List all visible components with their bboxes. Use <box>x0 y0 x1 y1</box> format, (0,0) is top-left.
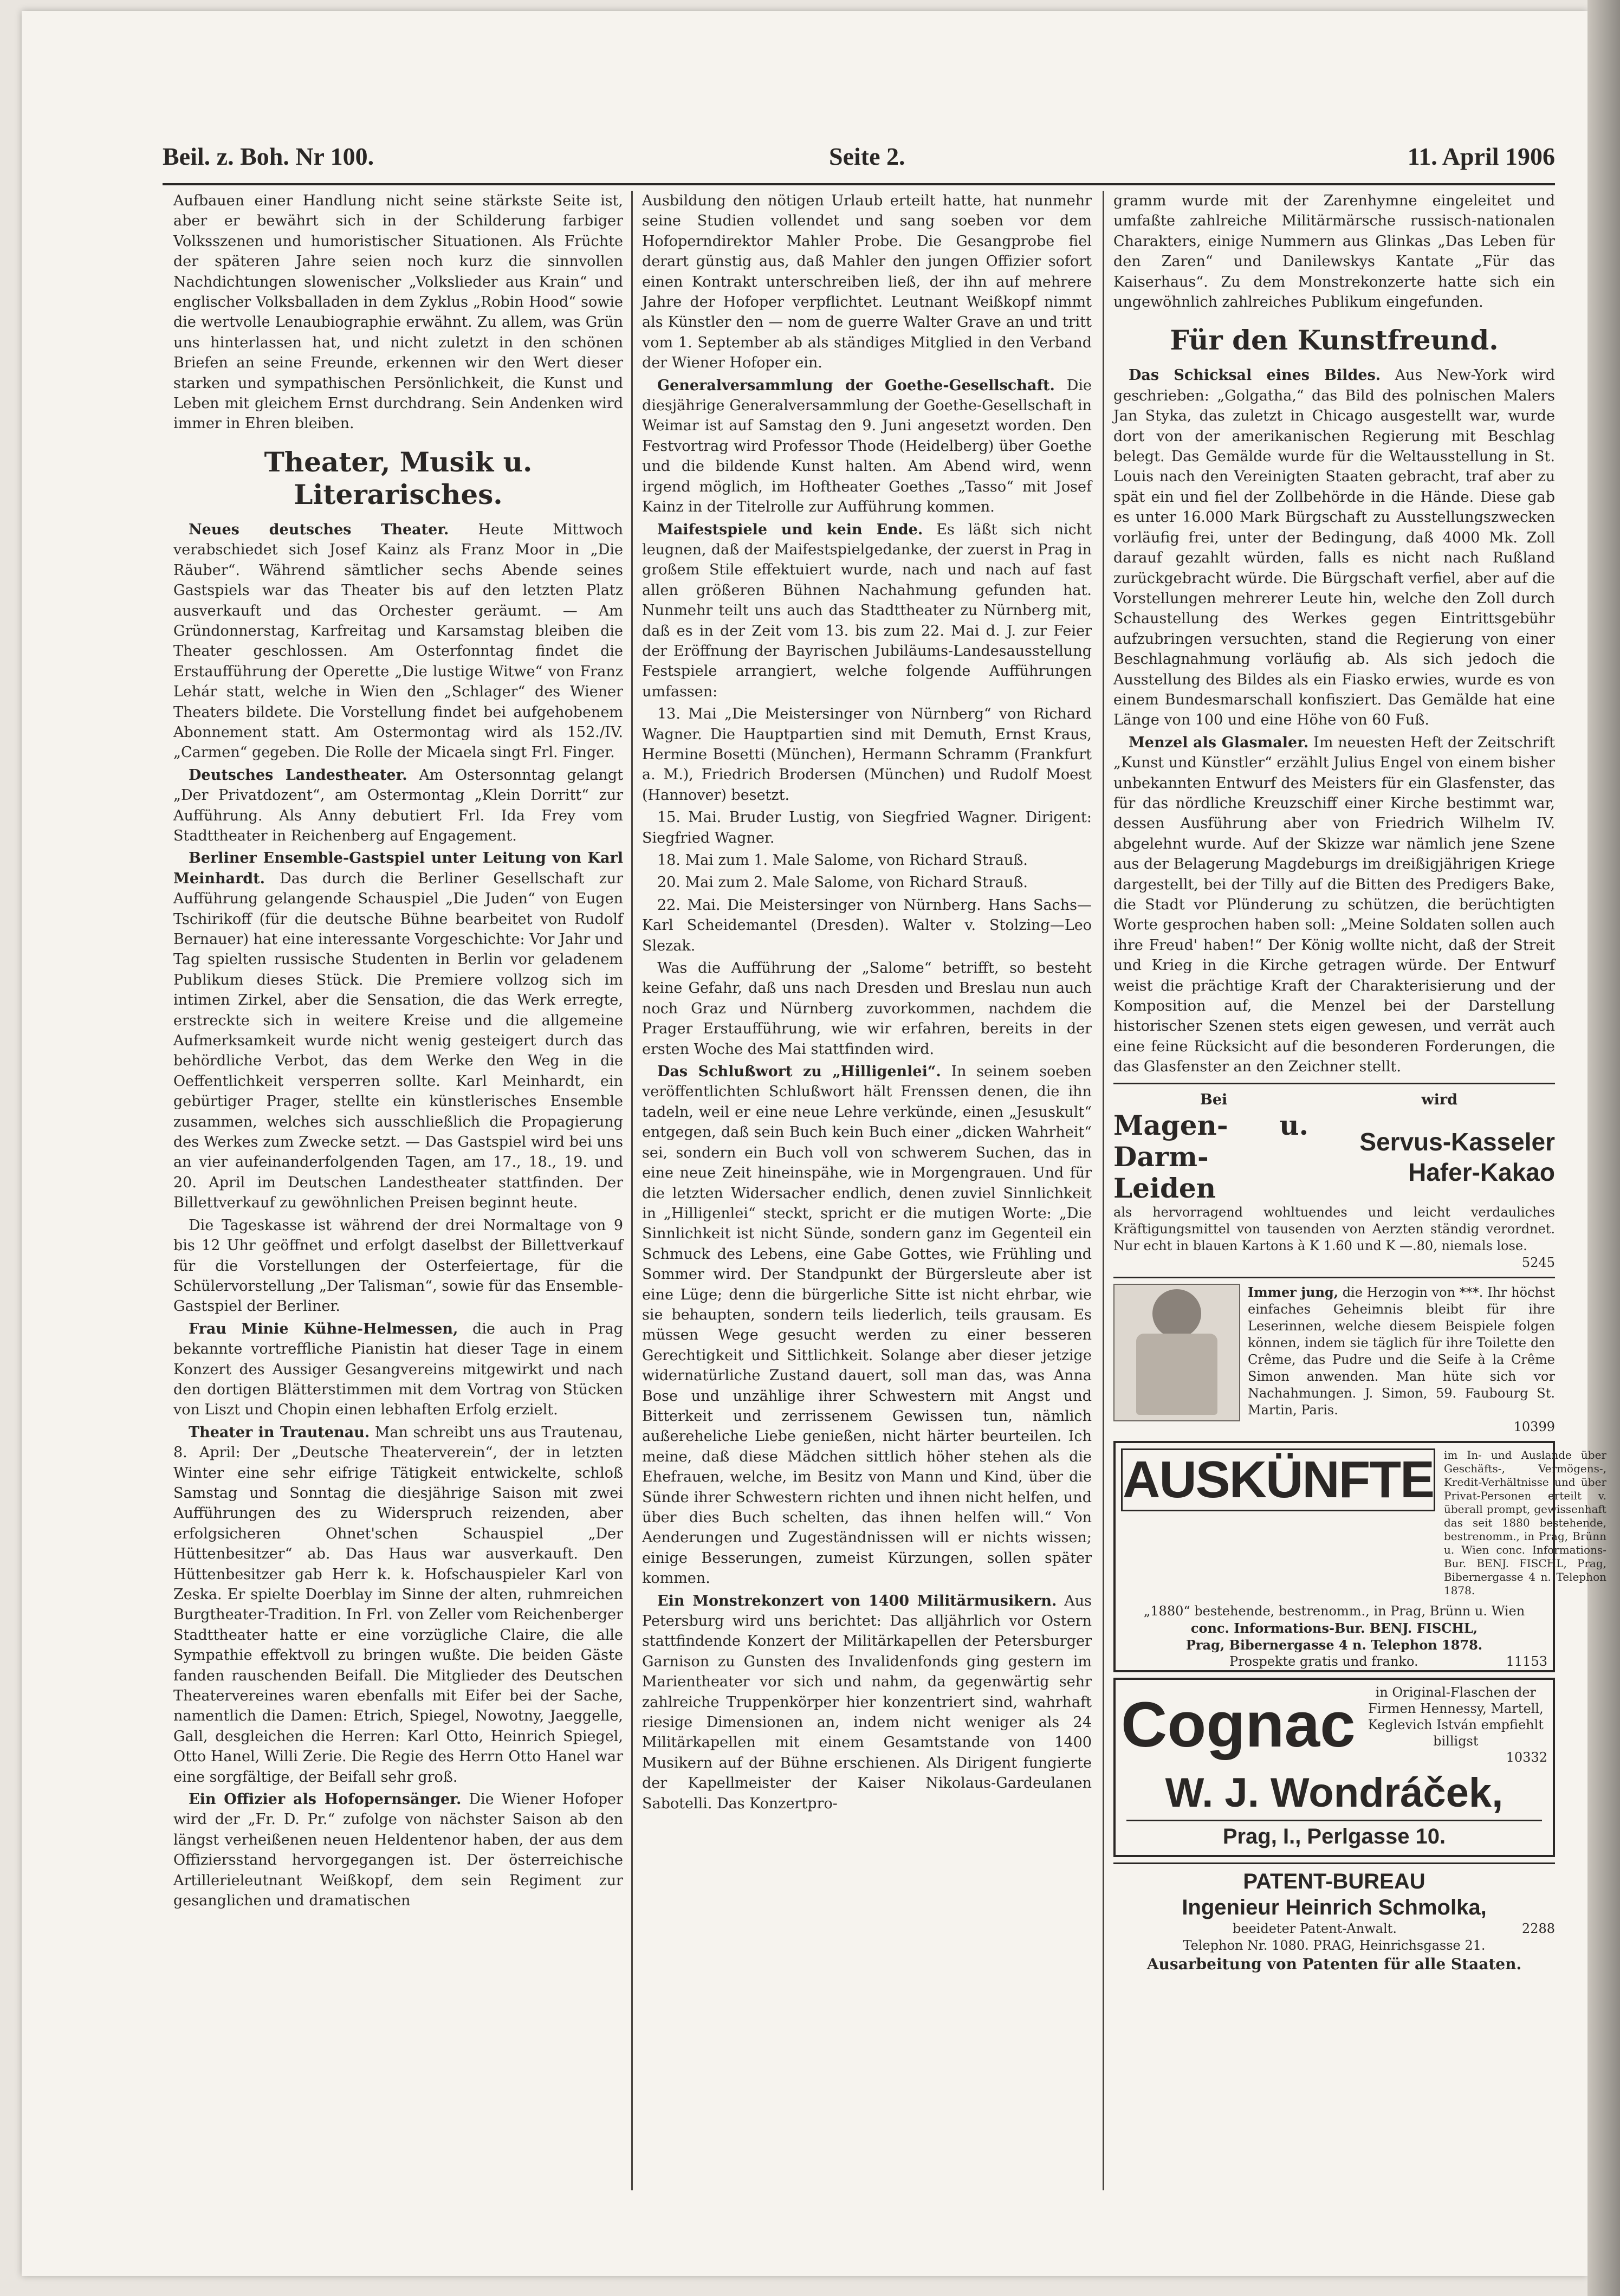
ad-headline: PATENT-BUREAU <box>1243 1870 1425 1894</box>
article-text: In seinem soeben veröffentlichten Schlußwort hält Frenssen denen, die ihn tadeln, weil er eine neue Lehre verkünde, einen „Jesuskult“ entgegen, daß sein Buch kein Buch einer „dicken Wahrheit“ sei, sondern ein Buch voll von schwerem Suchen, das in eine neue Zeit hineinspähe, wie in Morgengrauen. Und für die letzten Widersacher endlich, denen zuviel Sinnlichkeit in „Hilligenlei“ steckt, spricht er die mutigen Worte: „Die Sinnlichkeit ist nicht Sünde, sondern ganz im Gegenteil ein Schmuck des Lebens, eine Gabe Gottes, wie Frühling und Sommer wird. Der Standpunkt der Bürgersleute aber ist eine Lüge; denn die bürgerliche Sitte ist nicht ehrbar, wie sie behaupten, sondern teils liederlich, teils grausam. Es müssen Wege gesucht werden zu einer besseren Gerechtigkeit und Sittlichkeit. Solange aber dieser jetzige widernatürliche Zustand dauert, soll man das, was Anna Bose und unzählige ihrer Schwestern mit Angst und Bitterkeit und zerrissenem Gewissen tun, nämlich außereheliche Liebe genießen, nicht härter beurteilen. Ich meine, daß diese Mädchen sittlich höher stehen als die Ehefrauen, welche, im Besitz von Mann und Kind, über die Sünde ihrer Schwestern richten und ihnen nicht helfen, und über dies Buch schelten, das ihnen helfen will.“ Von Aenderungen und Zugeständnissen will er nichts wissen; einige Besserungen, zumeist Kürzungen, sollen später kommen. <box>642 1063 1092 1587</box>
ad-footer: Prospekte gratis und franko. <box>1229 1654 1418 1670</box>
cherub-figure <box>1152 1289 1201 1338</box>
ad-address: Telephon Nr. 1080. PRAG, Heinrichsgasse 21. <box>1183 1938 1486 1954</box>
ad-company: conc. Informations-Bur. BENJ. FISCHL, <box>1190 1620 1478 1637</box>
column-2 <box>642 191 1092 2190</box>
article-text: Aus Petersburg wird uns berichtet: Das alljährlich vor Ostern stattfindende Konzert der Militärkapellen der Petersburger Garnison zu Gunsten des Invalidenfonds ging gestern im Marientheater vor sich und nahm, da gegenwärtig sehr zahlreiche Truppenkörper hier konzentriert sind, wahrhaft riesige Dimensionen an, indem nicht weniger als 24 Militärkapellen mit einem Gesamtstande von 1400 Musikern auf der Bühne erschienen. Als Dirigent fungierte der Kapellmeister der Kaiser Nikolaus-Gardeulanen Sabotelli. Das Konzertpro- <box>642 1592 1092 1812</box>
article <box>173 1319 623 1420</box>
article-text: Aus New-York wird geschrieben: „Golgatha,“ das Bild des polnischen Malers Jan Styka, das zuletzt in Chicago ausgestellt war, wurde dort von der amerikanischen Regierung mit Beschlag belegt. Das Gemälde wurde für die Weltausstellung in St. Louis nach den Vereinigten Staaten gebracht, traf aber zu spät ein und fiel der Zollbehörde in die Hände. Diese gab es unter 16.000 Mark Bürgschaft zu Ausstellungszwecken vorläufig frei, unter der Bedingung, daß 4000 Mk. Zoll darauf gezahlt würden, falls es nicht nach Rußland zurückgebracht würde. Die Bürgschaft verfiel, aber auf die Vorstellungen mehrerer Leute hin, welche den Zoll durch Schaustellung des Werkes gegen Eintrittsgebühr aufzubringen versuchten, stand die Regierung von einer Beschlagnahmung vorläufig ab. Als sich jedoch die Ausstellung des Bildes als ein Fiasko erwies, wurde es von einem Bundesmarschall konfisziert. Das Gemälde hat eine Länge von 100 und eine Höhe von 60 Fuß. <box>1113 367 1555 729</box>
article <box>1113 365 1555 730</box>
ad-headline-right: Servus-Kasseler Hafer-Kakao <box>1359 1128 1555 1187</box>
section-title: Theater, Musik u. Literarisches. <box>264 445 533 510</box>
ad-text: die Herzogin von ***. Ihr höchst einfaches Geheimnis bleibt für ihre Leserinnen, welche diesem Beispiele folgen können, indem sie täglich für ihre Toilette den Crême, das Pudre und die Seife à la Crême Simon anwenden. Man hüte sich vor Nachahmungen. J. Simon, 59. Faubourg St. Martin, Paris. <box>1248 1285 1555 1418</box>
article <box>1113 733 1555 1077</box>
article-title: Generalversammlung der Goethe-Gesellschaft. <box>657 377 1055 394</box>
article-text: Die diesjährige Generalversammlung der Goethe-Gesellschaft in Weimar ist auf Samstag den 9. Juni angesetzt worden. Den Festvortrag wird Professor Thode (Heidelberg) über Goethe und die bildende Kunst halten. Am Abend wird, wenn irgend möglich, im Hoftheater Goethes „Tasso“ mit Josef Kainz in der Titelrolle zur Aufführung kommen. <box>642 377 1092 516</box>
article-text: Es läßt sich nicht leugnen, daß der Maifestspielgedanke, der zuerst in Prag in großem Stile effektuiert wurde, nach und nach auf fast allen größeren Bühnen Nachahmung gefunden hat. Nunmehr teilt uns auch das Stadttheater zu Nürnberg mit, daß es in der Zeit vom 13. bis zum 22. Mai d. J. zur Feier der Eröffnung der Bayrischen Jubiläums-Landesausstellung Festspiele arrangiert, welche folgende Aufführungen umfassen: <box>642 521 1092 700</box>
scan-edge <box>1587 0 1620 2296</box>
article-title: Theater in Trautenau. <box>189 1424 370 1441</box>
ad-number: 10332 <box>1506 1750 1547 1765</box>
article-title: Das Schlußwort zu „Hilligenlei“. <box>657 1063 941 1081</box>
cream-jar-illustration <box>1113 1284 1240 1421</box>
ad-text: im In- und Auslande über Geschäfts-, Vermögens-, Kredit-Verhältnisse und über Privat-Personen erteilt v. überall prompt, gewissenhaft das seit 1880 bestehende, bestrenomm., in Prag, Brünn u. Wien conc. Informations-Bur. BENJ. FISCHL, Prag, Bibernergasse 4 n. Telephon 1878. <box>1443 1448 1606 1598</box>
ad-headline: Immer jung, <box>1248 1284 1339 1301</box>
ad-footer: Ausarbeitung von Patenten für alle Staaten. <box>1146 1955 1522 1974</box>
advertisement-cognac <box>1113 1678 1555 1857</box>
article-title: Berliner Ensemble-Gastspiel unter Leitung von Karl Meinhardt. <box>173 850 623 887</box>
article <box>173 848 623 1213</box>
jar-icon <box>1136 1334 1217 1415</box>
article <box>642 1591 1092 1814</box>
program-item: 15. Mai. Bruder Lustig, von Siegfried Wagner. Dirigent: Siegfried Wagner. <box>642 809 1092 846</box>
article-title: Neues deutsches Theater. <box>189 521 449 538</box>
article <box>173 1422 623 1787</box>
article-text: Was die Aufführung der „Salome“ betrifft, so besteht keine Gefahr, daß uns nach Dresden und Breslau nun auch noch Graz und Nürnberg zuvorkommen, nachdem die Prager Erstaufführung, wie wir erfahren, bereits in der ersten Woche des Mai stattfinden wird. <box>642 960 1092 1058</box>
ad-text: als hervorragend wohltuendes und leicht verdauliches Kräftigungsmittel von tausenden von Aerzten ständig verordnet. Nur echt in blauen Kartons à K 1.60 und K —.80, niemals lose. <box>1113 1205 1555 1254</box>
ad-word-wird: wird <box>1421 1091 1457 1108</box>
header-date: 11. April 1906 <box>1407 143 1555 170</box>
column-divider <box>1103 191 1104 2190</box>
ad-number: 11153 <box>1506 1654 1547 1670</box>
ad-word-bei: Bei <box>1200 1091 1228 1108</box>
article-text: Aufbauen einer Handlung nicht seine stärkste Seite ist, aber er bewährt sich in der Schilderung farbiger Volksszenen und humoristischer Situationen. Als Früchte der späteren Jahre seien noch kurz die sinnvollen Nachdichtungen slowenischer „Volkslieder aus Krain“ und englischer Volksballaden in dem Zyklus „Robin Hood“ sowie die wertvolle Lenaubiographie erwähnt. Zu allem, was Grün uns hinterlassen hat, und nicht zuletzt in den schönen Briefen an seine Freunde, erkennen wir den Wert dieser starken und sympathischen Persönlichkeit, die Kunst und Leben mit gleichem Ernst durchdrang. Sein Andenken wird immer in Ehren bleiben. <box>173 192 623 432</box>
advertisement-creme-simon <box>1113 1277 1555 1435</box>
column-3 <box>1113 191 1606 2190</box>
ad-company: Ingenieur Heinrich Schmolka, <box>1182 1896 1487 1920</box>
program-item: 18. Mai zum 1. Male Salome, von Richard Strauß. <box>657 852 1028 869</box>
article-text: Ausbildung den nötigen Urlaub erteilt hatte, hat nunmehr seine Studien vollendet und sang soeben vor dem Hofoperndirektor Mahler Probe. Die Gesangprobe fiel derart günstig aus, daß Mahler den jungen Offizier sofort einen Kontrakt unterschreiben ließ, der ihn auf mehrere Jahre der Hofoper verpflichtet. Leutnant Weißkopf nimmt als Künstler den — nom de guerre Walter Grave an und tritt vom 1. September ab als ständiges Mitglied in den Verband der Wiener Hofoper ein. <box>642 192 1092 372</box>
article <box>173 1789 623 1911</box>
advertisement-auskuenfte <box>1113 1441 1606 1672</box>
article-text: die auch in Prag bekannte vortreffliche Pianistin hat dieser Tage in einem Konzert des Aussiger Gesangvereins mitgewirkt und nach den dortigen Blätterstimmen mit dem Vortrag von Stücken von Liszt und Chopin einen lebhaften Erfolg erzielt. <box>173 1320 623 1419</box>
ad-headline-left: Magen- u. Darm-Leiden <box>1113 1109 1308 1205</box>
header-issue: Beil. z. Boh. Nr 100. <box>163 143 374 170</box>
article-title: Ein Monstrekonzert von 1400 Militärmusikern. <box>657 1592 1057 1609</box>
article-text: Die Wiener Hofoper wird der „Fr. D. Pr.“ zufolge von nächster Saison ab den längst verheißenen neuen Heldentenor haben, der aus dem Offiziersstand hervorgegangen ist. Der österreichische Artillerieleutnant Weißkopf, dem sein Regiment zur gesanglichen und dramatischen <box>173 1791 624 1910</box>
article <box>642 520 1092 702</box>
advertisement-patent-bureau <box>1113 1862 1555 1974</box>
header-page-number: Seite 2. <box>829 143 905 170</box>
ad-company: W. J. Wondráček, <box>1165 1770 1504 1816</box>
article-text: Man schreibt uns aus Trautenau, 8. April: Der „Deutsche Theaterverein“, der in letzten Winter eine sehr eifrige Tätigkeit entwickelte, schloß Samstag und Sonntag die diesjährige Saison mit zwei Aufführungen des zu Widerspruch reizenden, aber erfolgsicheren Ohnet'schen Schauspiel „Der Hüttenbesitzer“ ab. Das Haus war ausverkauft. Den Hüttenbesitzer gab Herr k. k. Hofschauspieler Karl von Zeska. Er spielte Doerblay im Sinne der alten, ruhmreichen Burgtheater-Tradition. In Frl. von Zeller vom Reichenberger Stadttheater hatte er eine vorzügliche Claire, die alle Sympathie effektvoll zu bringen wußte. Die beiden Gäste fanden rauschenden Beifall. Die Mitglieder des Deutschen Theatervereines waren ebenfalls mit Eifer bei der Sache, namentlich die Damen: Etrich, Spiegel, Nowotny, Jaeggelle, Gall, desgleichen die Herren: Karl Otto, Heinrich Spiegel, Otto Hanel, Willi Zerie. Die Regie des Herrn Otto Hanel war eine sorgfältige, der Beifall sehr groß. <box>173 1424 623 1786</box>
ad-number: 2288 <box>1521 1921 1555 1937</box>
article-title: Menzel als Glasmaler. <box>1129 734 1309 751</box>
article-text: Die Tageskasse ist während der drei Normaltage von 9 bis 12 Uhr geöffnet und erfolgt daselbst der Billettverkauf für die Vorstellungen der Osterfeiertage, für die Schülervorstellung „Der Talisman“, sowie für das Ensemble-Gastspiel der Berliner. <box>173 1217 623 1315</box>
article-text: Im neuesten Heft der Zeitschrift „Kunst und Künstler“ erzählt Julius Engel von einem bisher unbekannten Entwurf des Meisters für ein Glasfenster, das für das nördliche Kreuzschiff einer Kirche bestimmt war, dessen Ausführung aber von Friedrich Wilhelm IV. abgelehnt wurde. Auf der Skizze war nämlich jene Szene aus der Belagerung Magdeburgs im dreißigjährigen Kriege dargestellt, bei der Tilly auf die Bitten des Predigers Bake, die Stadt vor Plünderung zu schützen, die berüchtigten Worte gesprochen haben soll: „Meine Soldaten sollen auch ihre Freud' haben!“ Der König wollte nicht, daß der Streit und Krieg in die Kirche getragen würde. Der Entwurf weist die prächtige Kraft der Charakterisierung und der Komposition auf, die Menzel bei der Darstellung historischer Szenen stets eigen gewesen, und verrät auch eine feine Rücksicht auf die besonderen Forderungen, die das Glasfenster an den Zeichner stellt. <box>1113 734 1555 1076</box>
ad-number: 5245 <box>1521 1255 1555 1271</box>
article-text: gramm wurde mit der Zarenhymne eingeleitet und umfaßte zahlreiche Militärmärsche russisch-nationalen Charakters, einige Nummern aus Glinkas „Das Leben für den Zaren“ und Danilewskys Kantate „Für das Kaiserhaus“. Zu dem Monstrekonzerte hatte sich ein ungewöhnlich zahlreiches Publikum eingefunden. <box>1113 192 1555 311</box>
article <box>173 765 623 846</box>
ad-headline: Cognac <box>1121 1689 1356 1761</box>
ad-headline: AUSKÜNFTE <box>1121 1448 1435 1511</box>
program-item: 13. Mai „Die Meistersinger von Nürnberg“ von Richard Wagner. Die Hauptpartien sind mit Demuth, Ernst Kraus, Hermine Bosetti (München), Hermann Schramm (Frankfurt a. M.), Friedrich Brodersen (München) und Rudolf Moest (Hannover) besetzt. <box>642 706 1092 804</box>
section-title: Für den Kunstfreund. <box>1170 324 1499 357</box>
article <box>642 1062 1092 1589</box>
article-title: Frau Minie Kühne-Helmessen, <box>189 1320 458 1337</box>
ad-address: Prag, I., Perlgasse 10. <box>1126 1820 1542 1852</box>
ad-text: in Original-Flaschen der Firmen Hennessy, Martell, Keglevich István empfiehlt billigst <box>1368 1685 1544 1749</box>
ad-subline: „1880“ bestehende, bestrenomm., in Prag, Brünn u. Wien <box>1143 1603 1525 1619</box>
ad-address: Prag, Bibernergasse 4 n. Telephon 1878. <box>1185 1637 1483 1653</box>
article-title: Das Schicksal eines Bildes. <box>1129 367 1381 384</box>
article <box>642 376 1092 518</box>
article-text: Das durch die Berliner Gesellschaft zur Aufführung gelangende Schauspiel „Die Juden“ von Eugen Tschirikoff (für die deutsche Bühne bearbeitet von Rudolf Bernauer) hat eine interessante Vorgeschichte: Vor Jahr und Tag spielten russische Studenten in Berlin vor geladenem Publikum dieses Stück. Die Premiere vollzog sich im intimen Zirkel, aber die Sensation, die das Werk erregte, erstreckte sich in weitere Kreise und die allgemeine Aufmerksamkeit wurde nicht wenig gesteigert durch das behördliche Verbot, das dem Werke den Weg in die Oeffentlichkeit versperren sollte. Karl Meinhardt, ein gebürtiger Prager, stellte ein künstlerisches Ensemble zusammen, welches sich ausschließlich die Propagierung des Werkes zum Zwecke setzt. — Das Gastspiel wird bei uns an vier aufeinanderfolgenden Tagen, am 17., 18., 19. und 20. April im Deutschen Landestheater stattfinden. Der Billettverkauf zu gewöhnlichen Preisen beginnt heute. <box>173 870 623 1212</box>
article-title: Ein Offizier als Hofopernsänger. <box>189 1791 462 1808</box>
page-header <box>163 142 1555 180</box>
advertisement-hafer-kakao <box>1113 1083 1555 1271</box>
ad-number: 10399 <box>1513 1419 1555 1435</box>
column-divider <box>631 191 633 2190</box>
ad-subline: beeideter Patent-Anwalt. <box>1233 1921 1397 1937</box>
article-title: Deutsches Landestheater. <box>189 766 407 784</box>
article-text: Am Ostersonntag gelangt „Der Privatdozent“, am Ostermontag „Klein Dorritt“ zur Aufführung. Als Anny debutiert Frl. Ida Frey vom Stadttheater in Reichenberg auf Engagement. <box>173 766 623 844</box>
column-1 <box>173 191 623 2190</box>
article <box>173 520 623 763</box>
program-item: 20. Mai zum 2. Male Salome, von Richard Strauß. <box>657 874 1028 891</box>
header-rule <box>163 183 1555 185</box>
article-title: Maifestspiele und kein Ende. <box>657 521 923 538</box>
article-text: Heute Mittwoch verabschiedet sich Josef Kainz als Franz Moor in „Die Räuber“. Während sämtlicher sechs Abende seines Gastspiels war das Theater bis auf den letzten Platz ausverkauft und das Orchester geräumt. — Am Gründonnerstag, Karfreitag und Karsamstag bleiben die Theater geschlossen. Am Osterfonntag findet die Erstaufführung der Operette „Die lustige Witwe“ von Franz Lehár statt, welche in Wien den „Schlager“ des Wiener Theaters bildete. Die Vorstellung findet bei aufgehobenem Abonnement statt. Am Ostermontag wird als 152./IV. „Carmen“ gegeben. Die Rolle der Micaela singt Frl. Finger. <box>173 521 624 761</box>
program-item: 22. Mai. Die Meistersinger von Nürnberg. Hans Sachs—Karl Scheidemantel (Dresden). Walter v. Stolzing—Leo Slezak. <box>642 896 1092 954</box>
